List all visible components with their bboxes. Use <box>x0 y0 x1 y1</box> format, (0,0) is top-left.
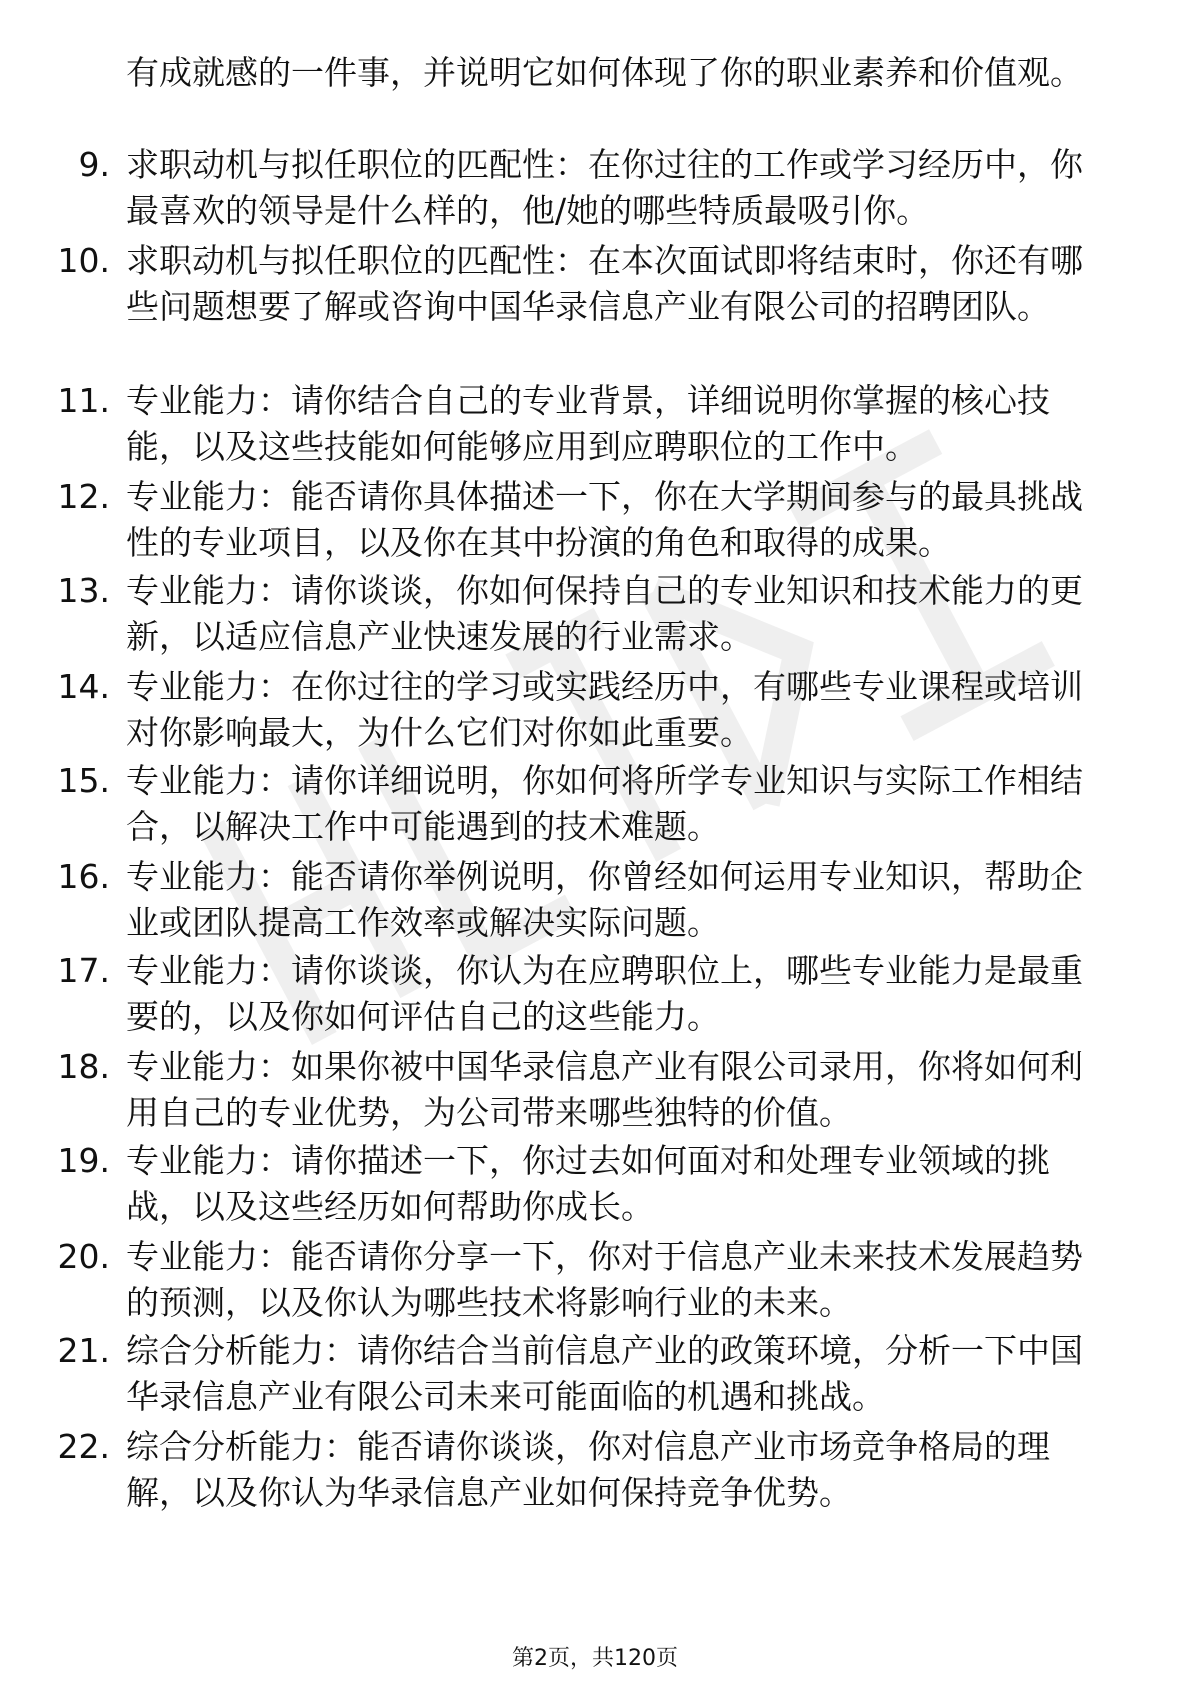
question-text: 专业能力：能否请你具体描述一下，你在大学期间参与的最具挑战性的专业项目，以及你在其中扮演的角色和取得的成果。 <box>126 477 1083 562</box>
question-text: 专业能力：请你描述一下，你过去如何面对和处理专业领域的挑战，以及这些经历如何帮助你成长。 <box>126 1141 1050 1226</box>
page-footer: 第2页，共120页 <box>512 1646 678 1671</box>
question-number: 14. <box>57 667 110 706</box>
question-number: 11. <box>57 381 110 420</box>
question-number: 19. <box>57 1141 110 1180</box>
question-text: 求职动机与拟任职位的匹配性：在你过往的工作或学习经历中，你最喜欢的领导是什么样的，他/她的哪些特质最吸引你。 <box>126 145 1083 230</box>
question-number: 16. <box>57 857 110 896</box>
question-text: 专业能力：请你谈谈，你如何保持自己的专业知识和技术能力的更新，以适应信息产业快速发展的行业需求。 <box>126 571 1083 656</box>
question-text: 求职动机与拟任职位的匹配性：在本次面试即将结束时，你还有哪些问题想要了解或咨询中国华录信息产业有限公司的招聘团队。 <box>126 241 1083 326</box>
question-number: 22. <box>57 1427 110 1466</box>
question-text: 专业能力：如果你被中国华录信息产业有限公司录用，你将如何利用自己的专业优势，为公司带来哪些独特的价值。 <box>126 1047 1083 1132</box>
question-text: 专业能力：请你谈谈，你认为在应聘职位上，哪些专业能力是最重要的，以及你如何评估自己的这些能力。 <box>126 951 1083 1036</box>
question-text: 综合分析能力：能否请你谈谈，你对信息产业市场竞争格局的理解，以及你认为华录信息产业如何保持竞争优势。 <box>126 1427 1050 1512</box>
intro-paragraph: 有成就感的一件事，并说明它如何体现了你的职业素养和价值观。 <box>126 53 1083 92</box>
question-text: 专业能力：能否请你分享一下，你对于信息产业未来技术发展趋势的预测，以及你认为哪些技术将影响行业的未来。 <box>126 1237 1083 1322</box>
question-number: 15. <box>57 761 110 800</box>
question-text: 专业能力：能否请你举例说明，你曾经如何运用专业知识，帮助企业或团队提高工作效率或解决实际问题。 <box>126 857 1083 942</box>
question-number: 12. <box>57 477 110 516</box>
question-number: 18. <box>57 1047 110 1086</box>
question-text: 综合分析能力：请你结合当前信息产业的政策环境，分析一下中国华录信息产业有限公司未来可能面临的机遇和挑战。 <box>126 1331 1083 1416</box>
question-number: 13. <box>57 571 110 610</box>
question-text: 专业能力：在你过往的学习或实践经历中，有哪些专业课程或培训对你影响最大，为什么它们对你如此重要。 <box>126 667 1083 752</box>
question-number: 10. <box>57 241 110 280</box>
question-number: 9. <box>78 145 110 184</box>
question-text: 专业能力：请你结合自己的专业背景，详细说明你掌握的核心技能，以及这些技能如何能够应用到应聘职位的工作中。 <box>126 381 1050 466</box>
question-number: 20. <box>57 1237 110 1276</box>
question-number: 17. <box>57 951 110 990</box>
question-text: 专业能力：请你详细说明，你如何将所学专业知识与实际工作相结合，以解决工作中可能遇到的技术难题。 <box>126 761 1083 846</box>
question-number: 21. <box>57 1331 110 1370</box>
